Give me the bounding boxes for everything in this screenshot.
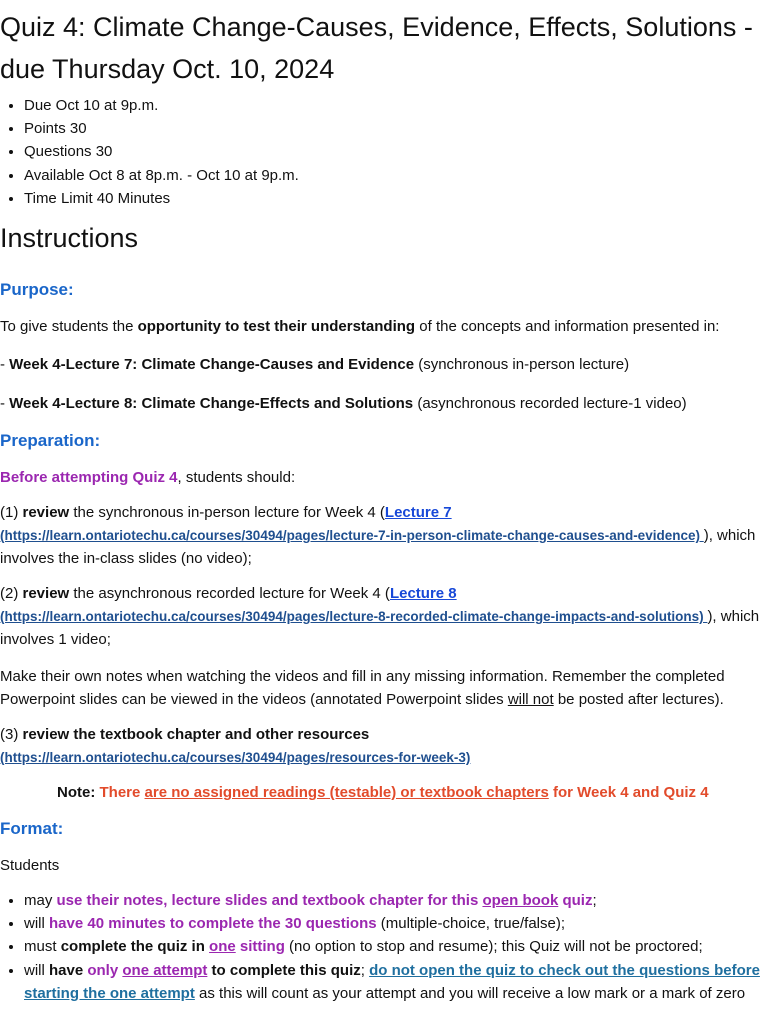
item-highlight-quiz: quiz: [558, 892, 593, 909]
lecture-7-link[interactable]: Lecture 7: [384, 504, 452, 521]
format-item-one-attempt: [24, 959, 768, 1005]
format-students: Students: [0, 857, 60, 874]
resources-url-link[interactable]: (https://learn.ontariotechu.ca/courses/30494/pages/resources-for-week-3): [0, 750, 471, 765]
format-list: [0, 889, 768, 1005]
purpose-item-lecture-7: [0, 353, 768, 376]
do-not-open-quiz-link[interactable]: do not open the quiz to check out the questions before starting the one attempt: [24, 961, 760, 1002]
prep-step-3: [0, 723, 768, 769]
lecture-8-note: (asynchronous recorded lecture-1 video): [413, 395, 687, 412]
note-underlined: are no assigned readings (testable) or textbook chapters: [144, 784, 549, 801]
step-text: the synchronous in-person lecture for Week 4 (: [69, 504, 385, 521]
prep-step-1: [0, 501, 766, 570]
step-number: (1): [0, 504, 23, 521]
notes-will-not: will not: [507, 691, 554, 708]
item-text: will: [24, 961, 49, 979]
lecture-8-url-link[interactable]: (https://learn.ontariotechu.ca/courses/30494/pages/lecture-8-recorded-climate-change-impacts-and-solutions): [0, 609, 708, 624]
item-bold-complete: to complete this quiz: [207, 961, 361, 979]
item-end: (multiple-choice, true/false);: [376, 915, 565, 933]
purpose-item-lecture-8: [0, 392, 768, 415]
purpose-heading: Purpose:: [0, 280, 74, 299]
step-after: ), which involves 1 video;: [0, 608, 760, 648]
preparation-heading: Preparation:: [0, 431, 101, 450]
item-only: only: [87, 961, 123, 979]
item-sitting: sitting: [235, 938, 285, 956]
detail-available: • Available Oct 8 at 8p.m. - Oct 10 at 9p.m.: [24, 164, 299, 187]
notes-paragraph: [0, 665, 740, 711]
format-item-time: [24, 912, 768, 935]
item-text: will: [24, 915, 49, 933]
format-heading: Format:: [0, 819, 64, 838]
item-bold: have: [49, 961, 88, 979]
purpose-intro-pre: To give students the: [0, 318, 138, 335]
notes-pre: Make their own notes when watching the videos and fill in any missing information. Remember the completed Powerpoint slides can be viewed in the videos (annotated Powerpoint slides: [0, 668, 725, 708]
detail-time-limit: • Time Limit 40 Minutes: [24, 187, 299, 210]
item-one: one: [209, 938, 236, 956]
step-number: (2): [0, 585, 23, 602]
item-open-book: open book: [482, 892, 559, 909]
note-text-end: for Week 4 and Quiz 4: [548, 784, 709, 801]
notes-post: be posted after lectures).: [553, 691, 724, 708]
dash: -: [0, 395, 10, 412]
item-end: as this will count as your attempt and you will receive a low mark or a mark of zero: [194, 984, 746, 1002]
item-highlight: use their notes, lecture slides and textbook chapter for this: [56, 892, 483, 909]
item-one-attempt: one attempt: [122, 961, 208, 979]
lecture-7-title: Week 4-Lecture 7: Climate Change-Causes and Evidence: [9, 356, 415, 373]
format-item-one-sitting: [24, 935, 768, 958]
lecture-7-note: (synchronous in-person lecture): [414, 356, 630, 373]
page-title: Quiz 4: Climate Change-Causes, Evidence, Effects, Solutions - due Thursday Oct. 10, 2024: [0, 12, 753, 84]
item-end: (no option to stop and resume); this Quiz will not be proctored;: [284, 938, 703, 956]
lecture-8-title: Week 4-Lecture 8: Climate Change-Effects and Solutions: [9, 395, 414, 412]
dash: -: [0, 356, 10, 373]
step-number: (3): [0, 726, 23, 743]
purpose-intro-post: of the concepts and information presented in:: [415, 318, 720, 335]
preparation-intro: [0, 466, 768, 489]
purpose-intro: [0, 315, 768, 338]
note-line: [57, 781, 709, 804]
step-review-resources: review the textbook chapter and other resources: [22, 726, 370, 743]
lecture-7-url-link[interactable]: (https://learn.ontariotechu.ca/courses/30494/pages/lecture-7-in-person-climate-change-causes-and-evidence): [0, 528, 704, 543]
step-review: review: [22, 585, 70, 602]
item-text: may: [24, 892, 57, 909]
instructions-heading: Instructions: [0, 223, 139, 253]
before-attempting-text: Before attempting Quiz 4: [0, 469, 178, 486]
item-highlight: have 40 minutes to complete the 30 questions: [49, 915, 377, 933]
purpose-intro-bold: opportunity to test their understanding: [137, 318, 416, 335]
note-label: Note:: [57, 784, 96, 801]
item-sep: ;: [360, 961, 370, 979]
step-text: the asynchronous recorded lecture for Week 4 (: [69, 585, 390, 602]
item-text: must: [24, 938, 61, 956]
item-bold: complete the quiz in: [60, 938, 210, 956]
detail-due: • Due Oct 10 at 9p.m.: [24, 94, 299, 117]
lecture-8-link[interactable]: Lecture 8: [389, 585, 457, 602]
step-review: review: [22, 504, 70, 521]
format-item-open-book: [24, 889, 768, 912]
step-after: ), which involves the in-class slides (no video);: [0, 527, 756, 567]
before-attempting-rest: , students should:: [177, 469, 296, 486]
detail-questions: • Questions 30: [24, 140, 299, 163]
note-text: There: [95, 784, 145, 801]
item-end: ;: [592, 892, 597, 909]
prep-step-2: [0, 582, 766, 651]
quiz-details-list: [0, 94, 299, 210]
detail-points: • Points 30: [24, 117, 299, 140]
